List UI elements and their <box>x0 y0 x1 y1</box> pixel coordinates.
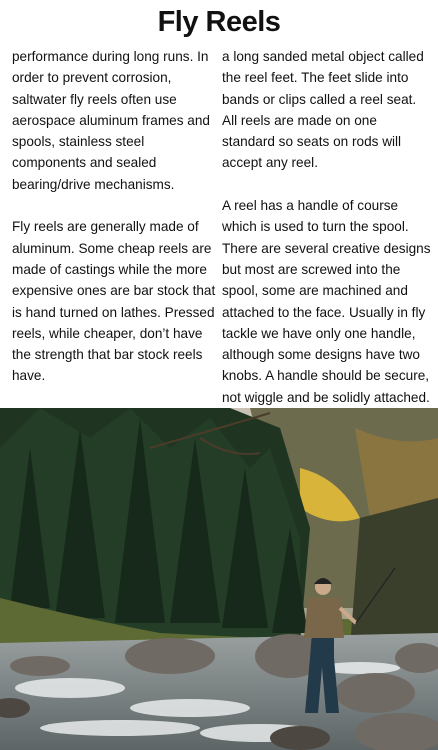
right-paragraph-1: a long sanded metal object called the reel feet. The feet slide into bands or clips called a reel seat. All reels are made on one standard so seats on rods will accept any reel. <box>222 49 424 171</box>
fly-fishing-river-photo <box>0 408 438 750</box>
left-paragraph-1: performance during long runs. In order to prevent corrosion, saltwater fly reels often use aerospace aluminum frames and spools, stainless steel components and sealed bearing/drive mechanisms. <box>12 49 210 192</box>
right-paragraph-2: A reel has a handle of course which is used to turn the spool. There are several creative designs but most are screwed into the spool, some are machined and attached to the face. Usually in fly tackle we have only one handle, although some designs have two knobs. A handle should be secure, not wiggle and be solidly attached. <box>222 198 431 405</box>
left-paragraph-2: Fly reels are generally made of aluminum. Some cheap reels are made of castings while the more expensive ones are bar stock that is hand turned on lathes. Pressed reels, while cheaper, don’t have the strength that bar stock reels have. <box>12 219 216 384</box>
page-title: Fly Reels <box>157 6 281 38</box>
left-text-column <box>12 46 217 451</box>
right-text-column <box>222 46 432 451</box>
